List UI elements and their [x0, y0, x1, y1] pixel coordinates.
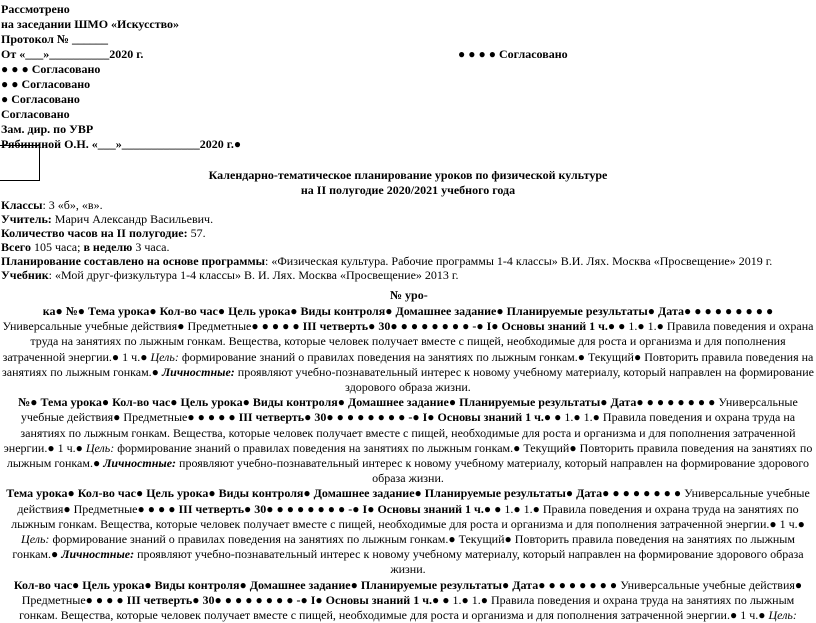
doc-title-line2: на II полугодие 2020/2021 учебного года [300, 183, 516, 197]
doc-title-line1: Календарно-тематическое планирование уроков по физической культуре [208, 168, 608, 182]
info-total: Всего 105 часа; в неделю 3 часа. [1, 240, 170, 254]
info-hours: Количество часов на II полугодие: 57. [1, 226, 206, 240]
header-approved-3: ● ● ● Согласовано [1, 62, 101, 76]
header-approved-1: ● Согласовано [1, 92, 80, 106]
lesson-block: Кол-во час● Цель урока● Виды контроля● Домашнее задание● Планируемые результаты● Дата● ● ● ● ● ● ● ● Универсальные учебные действия● Предметные● ● ● ● III четверть● 30● ● ● ● ● ● ● ● -● I● Основы знаний 1 ч.● ● 1.● 1.● Правила поведения и охрана труда на занятиях по лыжным гонкам. Вещества, которые человек получает вместе с пищей, необходимые для роста и организма и для пополнения затраченной энергии.● 1 ч.● Цель: [13, 577, 803, 623]
info-textbook: Учебник: «Мой друг-физкультура 1-4 классы» В. И. Лях. Москва «Просвещение» 2013 г. [1, 268, 459, 282]
lesson-block: Тема урока● Кол-во час● Цель урока● Виды контроля● Домашнее задание● Планируемые результаты● Дата● ● ● ● ● ● ● ● Универсальные учебные действия● Предметные● ● ● ● III четверть● 30● ● ● ● ● ● ● ● -● I● Основы знаний 1 ч.● ● 1.● 1.● Правила поведения и охрана труда на занятиях по лыжным гонкам. Вещества, которые человек получает вместе с пищей, необходимые для роста и организма и для пополнения затраченной энергии.● 1 ч.● Цель: формирование знаний о правилах поведения на занятиях по лыжным гонкам.● Текущий● Повторить правила поведения на занятиях по лыжным гонкам.● Личностные: проявляют учебно-познавательный интерес к новому учебному материалу, который направлен на формирование здорового образа жизни. [6, 486, 810, 577]
header-deputy: Зам. дир. по УВР [1, 122, 94, 136]
header-approved: Согласовано [1, 107, 70, 121]
lesson-block: №● Тема урока● Кол-во час● Цель урока● Виды контроля● Домашнее задание● Планируемые результаты● Дата● ● ● ● ● ● ● ● Универсальные учебные действия● Предметные● ● ● ● ● III четверть● 30● ● ● ● ● ● ● ● -● I● Основы знаний 1 ч.● ● 1.● 1.● Правила поведения и охрана труда на занятиях по лыжным гонкам. Вещества, которые человек получает вместе с пищей, необходимые для роста и организма и для пополнения затраченной энергии.● 1 ч.● Цель: формирование знаний о правилах поведения на занятиях по лыжным гонкам.● Текущий● Повторить правила поведения на занятиях по лыжным гонкам.● Личностные: проявляют учебно-познавательный интерес к новому учебному материалу, который направлен на формирование здорового образа жизни. [3, 395, 813, 486]
header-approved-2: ● ● Согласовано [1, 77, 91, 91]
lesson-number-head: № уро- [390, 288, 428, 302]
header-approved-right: ● ● ● ● Согласовано [458, 47, 568, 61]
header-date: От «___»__________2020 г. [1, 47, 144, 61]
header-protocol: Протокол № ______ [1, 32, 108, 46]
header-signature-line: Рябининой О.Н. «___»_____________2020 г.● [1, 137, 242, 151]
lesson-table-flattened [0, 304, 816, 623]
lesson-block: ка● №● Тема урока● Кол-во час● Цель урока● Виды контроля● Домашнее задание● Планируемые результаты● Дата● ● ● ● ● ● ● ● ● Универсальные учебные действия● Предметные● ● ● ● ● III четверть● 30● ● ● ● ● ● ● ● -● I● Основы знаний 1 ч.● ● 1.● 1.● Правила поведения и охрана труда на занятиях по лыжным гонкам. Вещества, которые человек получает вместе с пищей, необходимые для роста и организма и для пополнения затраченной энергии.● 1 ч.● Цель: формирование знаний о правилах поведения на занятиях по лыжным гонкам.● Текущий● Повторить правила поведения на занятиях по лыжным гонкам.● Личностные: проявляют учебно-познавательный интерес к новому учебному материалу, который направлен на формирование здорового образа жизни. [2, 304, 814, 395]
header-meeting: на заседании ШМО «Искусство» [1, 17, 180, 31]
info-program: Планирование составлено на основе программы: «Физическая культура. Рабочие программы 1-4 классы» В.И. Лях. Москва «Просвещение» 2019 г. [1, 254, 773, 268]
info-teacher: Учитель: Марич Александр Васильевич. [1, 212, 214, 226]
header-reviewed: Рассмотрено [1, 2, 70, 16]
info-classes: Классы: 3 «б», «в». [1, 198, 103, 212]
